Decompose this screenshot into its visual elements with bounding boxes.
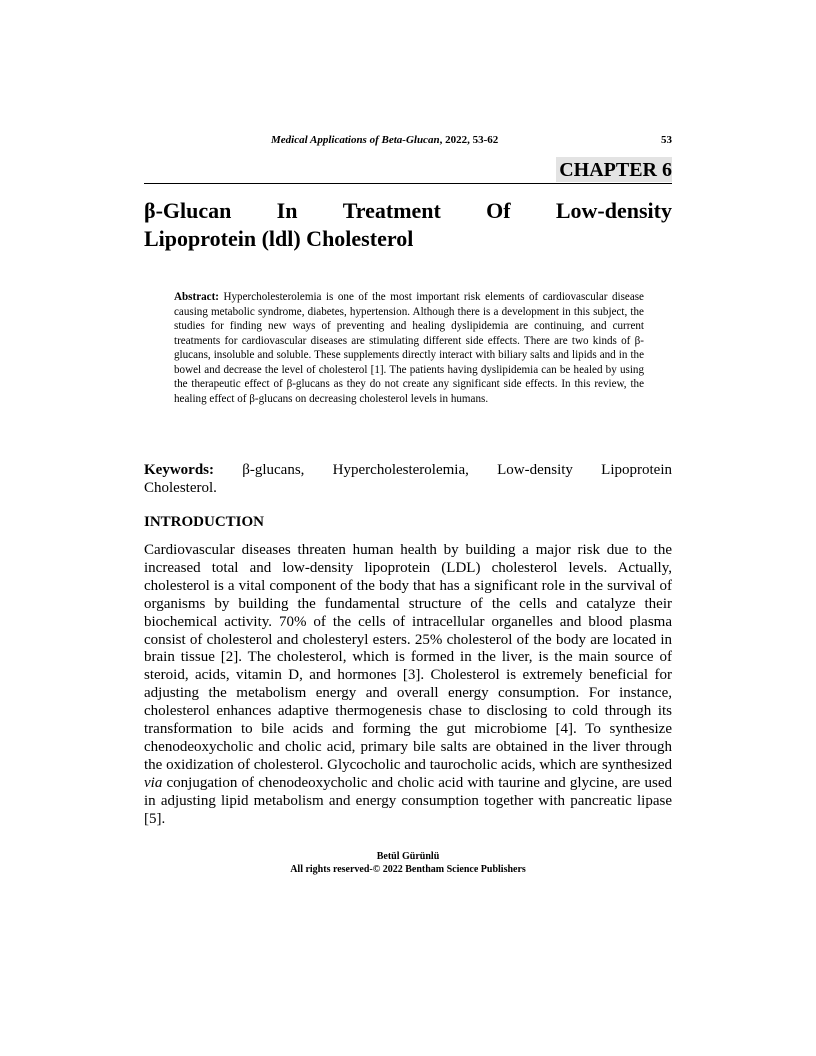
journal-meta: , 2022, 53-62 <box>439 134 499 146</box>
keywords-label: Keywords: <box>144 462 214 478</box>
keywords <box>144 461 672 497</box>
title-word: Treatment <box>342 198 441 223</box>
intro-italic-via: via <box>144 774 163 791</box>
introduction-paragraph <box>144 542 672 829</box>
chapter-banner <box>144 157 672 184</box>
keywords-line-2: Cholesterol. <box>144 480 217 496</box>
title-word: In <box>276 198 298 223</box>
section-heading: INTRODUCTION <box>144 514 265 530</box>
page-footer <box>144 851 672 876</box>
chapter-label: CHAPTER 6 <box>556 157 672 182</box>
chapter-title <box>144 197 672 253</box>
abstract <box>174 290 644 406</box>
chapter-title-line-1 <box>144 197 672 225</box>
keyword-item: β-glucans, <box>242 462 305 478</box>
title-word: β-Glucan <box>144 198 232 223</box>
title-word: Of <box>486 198 511 223</box>
abstract-text: Hypercholesterolemia is one of the most important risk elements of cardiovascular disease causing metabolic syndrome, diabetes, hypertension. Although there is a development in this subject, the studies for finding new ways of preventing and healing dyslipidemia are continuing, and current treatments for cardiovascular diseases are stimulating different side effects. There are two kinds of β-glucans, insoluble and soluble. These supplements directly interact with biliary salts and lipids and in the bowel and decrease the level of cholesterol [1]. The patients having dyslipidemia can be healed by using the therapeutic effect of β-glucans as they do not create any significant side effects. In this review, the healing effect of β-glucans on decreasing cholesterol levels in humans. <box>174 291 644 405</box>
abstract-label: Abstract: <box>174 291 219 303</box>
chapter-title-line-2: Lipoprotein (ldl) Cholesterol <box>144 226 414 251</box>
journal-citation <box>271 133 498 147</box>
keyword-item: Hypercholesterolemia, <box>332 462 469 478</box>
keywords-line-1 <box>144 461 672 479</box>
keyword-item: Low-density <box>497 462 573 478</box>
footer-rights: All rights reserved-© 2022 Bentham Science Publishers <box>290 863 526 875</box>
footer-author: Betül Gürünlü <box>376 851 440 862</box>
intro-text-part-1: Cardiovascular diseases threaten human health by building a major risk due to the increased total and low-density lipoprotein (LDL) cholesterol levels. Actually, cholesterol is a vital component of the body that has a significant role in the survival of organisms by building the fundamental structure of the cells and catalyze their biochemical activity. 70% of the cells of intracellular organelles and blood plasma consist of cholesterol and cholesteryl esters. 25% cholesterol of the body are located in brain tissue [2]. The cholesterol, which is formed in the liver, is the main source of steroid, acids, vitamin D, and hormones [3]. Cholesterol is extremely beneficial for adjusting the metabolism energy and overall energy consumption. For instance, cholesterol enhances adaptive thermogenesis chase to disclosing to cold through its transformation to bile acids and forming the gut microbiome [4]. To synthesize chenodeoxycholic and cholic acid, primary bile salts are obtained in the liver through the oxidization of cholesterol. Glycocholic and taurocholic acids, which are synthesized <box>144 542 672 773</box>
intro-text-part-2: conjugation of chenodeoxycholic and cholic acid with taurine and glycine, are used in adjusting lipid metabolism and energy consumption together with pancreatic lipase [5]. <box>144 774 672 827</box>
keyword-item: Lipoprotein <box>601 462 672 478</box>
journal-title: Medical Applications of Beta-Glucan <box>271 134 440 146</box>
title-word: Low-density <box>555 198 672 223</box>
page-number: 53 <box>661 134 672 146</box>
